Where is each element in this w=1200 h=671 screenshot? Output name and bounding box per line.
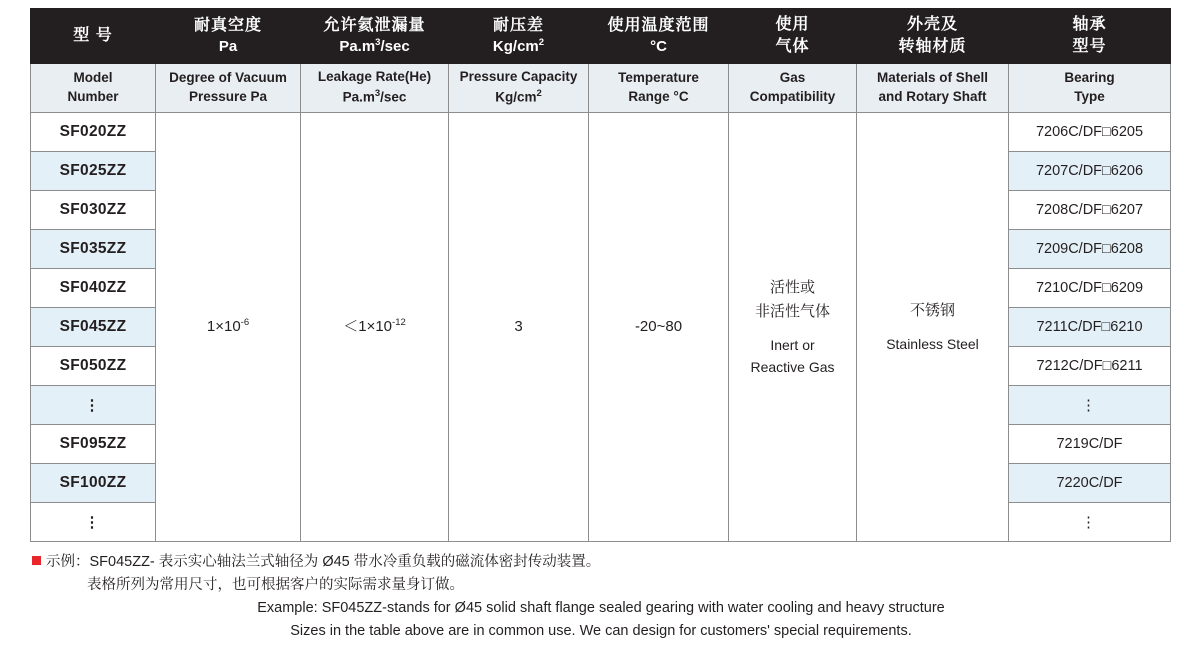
header-vacuum-cn-line2: Pa: [218, 37, 238, 55]
cell-leakage-exp: -12: [392, 317, 406, 328]
header-vacuum-en-line1: Degree of Vacuum: [169, 70, 287, 86]
header-bearing-cn-line1: 轴承: [1072, 16, 1107, 34]
header-leakage-cn: [301, 9, 449, 64]
note-english-line-1: Example: SF045ZZ-stands for Ø45 solid shaft flange sealed gearing with water cooling and heavy structure: [257, 599, 945, 616]
header-model-number-en-line1: Model: [73, 70, 113, 86]
header-model-number-cn: [31, 9, 156, 64]
table-header-row-cn: [31, 9, 1171, 64]
table-header-row-en: [31, 64, 1171, 113]
header-pressure-en: [449, 64, 589, 113]
cell-material-merged: [857, 113, 1009, 542]
note-chinese-line-1: [32, 551, 1170, 574]
cell-vacuum-base: 1: [206, 318, 216, 335]
header-gas-en-line1: Gas: [779, 70, 806, 86]
header-pressure-en-line2: [449, 87, 588, 107]
cell-model-ellipsis: ⋮: [31, 503, 156, 542]
header-temperature-cn-line1: 使用温度范围: [607, 17, 710, 35]
header-pressure-en-unit: Kg/cm: [495, 89, 537, 105]
specification-table: [30, 8, 1171, 542]
header-material-cn: [857, 9, 1009, 64]
cell-gas-cn-line1: 活性或: [769, 278, 815, 296]
header-bearing-cn: [1009, 9, 1171, 64]
cell-gas-cn-line2: 非活性气体: [754, 302, 830, 320]
cell-gas-spacer: [729, 324, 856, 334]
cell-model: SF035ZZ: [31, 230, 156, 269]
note-chinese-line-1-text: 示例：SF045ZZ- 表示实心轴法兰式轴径为 Ø45 带水冷重负载的磁流体密封传动装置。: [46, 554, 601, 570]
header-gas-cn-line1: 使用: [775, 16, 810, 34]
header-gas-en-line2: Compatibility: [749, 89, 836, 104]
cell-model: SF020ZZ: [31, 113, 156, 152]
cell-model: SF100ZZ: [31, 464, 156, 503]
cell-gas-en-line2: Reactive Gas: [750, 359, 835, 375]
header-material-cn-line1: 外壳及: [906, 16, 958, 34]
table-row: [31, 113, 1171, 152]
header-pressure-cn-line2: [449, 37, 588, 57]
cell-bearing: 7206C/DF□6205: [1009, 113, 1171, 152]
cell-temperature-merged: -20~80: [589, 113, 729, 542]
cell-model: SF025ZZ: [31, 152, 156, 191]
header-leakage-en-unit: Pa.m: [342, 89, 375, 105]
cell-bearing: 7209C/DF□6208: [1009, 230, 1171, 269]
header-temperature-cn-line2: °C: [650, 37, 667, 55]
header-material-cn-line2: 转轴材质: [898, 38, 967, 55]
header-leakage-en-line1: Leakage Rate(He): [317, 69, 432, 85]
cell-leakage-lt: ＜: [343, 318, 359, 335]
header-vacuum-en: [156, 64, 301, 113]
header-material-en: [857, 64, 1009, 113]
header-bearing-en-line1: Bearing: [1064, 70, 1115, 86]
cell-model: SF050ZZ: [31, 347, 156, 386]
cell-bearing-ellipsis: ⋮: [1009, 503, 1171, 542]
header-leakage-en-persec: /sec: [380, 89, 407, 105]
cell-bearing: 7207C/DF□6206: [1009, 152, 1171, 191]
cell-bearing: 7211C/DF□6210: [1009, 308, 1171, 347]
cell-material-spacer: [857, 323, 1008, 333]
header-temperature-en: [589, 64, 729, 113]
cell-pressure-merged: 3: [449, 113, 589, 542]
header-gas-en: [729, 64, 857, 113]
notes-section: [30, 551, 1170, 643]
cell-material-cn: 不锈钢: [909, 301, 955, 319]
header-leakage-en-exp: 3: [374, 88, 381, 100]
cell-model: SF095ZZ: [31, 425, 156, 464]
cell-leakage-mult: ×10: [366, 318, 393, 335]
table-body: [31, 113, 1171, 542]
header-leakage-en: [301, 64, 449, 113]
cell-gas-merged: [729, 113, 857, 542]
cell-bearing-ellipsis: ⋮: [1009, 386, 1171, 425]
header-pressure-cn: [449, 9, 589, 64]
header-pressure-cn-exp: 2: [538, 36, 545, 48]
header-leakage-cn-line1: 允许氦泄漏量: [323, 17, 426, 35]
cell-bearing: 7212C/DF□6211: [1009, 347, 1171, 386]
header-pressure-en-exp: 2: [536, 88, 542, 100]
header-vacuum-cn: [156, 9, 301, 64]
header-leakage-en-line2: [301, 87, 448, 107]
cell-vacuum-exp: -6: [240, 317, 250, 328]
header-model-number-en-line2: Number: [67, 89, 119, 104]
header-model-number-en: [31, 64, 156, 113]
header-leakage-cn-unit: Pa.m: [339, 37, 376, 55]
cell-bearing: 7208C/DF□6207: [1009, 191, 1171, 230]
header-leakage-cn-persec: /sec: [380, 37, 410, 55]
cell-material-en: Stainless Steel: [886, 335, 979, 352]
header-gas-cn-line2: 气体: [775, 38, 810, 55]
header-bearing-cn-line2: 型号: [1072, 38, 1107, 55]
header-material-en-line1: Materials of Shell: [876, 70, 989, 86]
header-pressure-cn-unit: Kg/cm: [492, 37, 539, 55]
cell-bearing: 7220C/DF: [1009, 464, 1171, 503]
cell-model: SF045ZZ: [31, 308, 156, 347]
red-square-bullet-icon: [32, 556, 41, 565]
header-temperature-en-line2: Range °C: [628, 89, 689, 104]
header-gas-cn: [729, 9, 857, 64]
cell-model-ellipsis: ⋮: [31, 386, 156, 425]
cell-bearing: 7219C/DF: [1009, 425, 1171, 464]
note-chinese-line-2: 表格所列为常用尺寸，也可根据客户的实际需求量身订做。: [87, 576, 464, 593]
cell-model: SF030ZZ: [31, 191, 156, 230]
header-vacuum-cn-line1: 耐真空度: [193, 17, 262, 35]
note-english-line-2: Sizes in the table above are in common use. We can design for customers' special requirements.: [290, 623, 912, 639]
header-model-number-cn-text: 型 号: [73, 27, 113, 45]
header-temperature-en-line1: Temperature: [618, 70, 699, 86]
header-bearing-en: [1009, 64, 1171, 113]
cell-vacuum-mult: ×10: [215, 318, 241, 335]
cell-vacuum-merged: [156, 113, 301, 542]
header-temperature-cn: [589, 9, 729, 64]
header-leakage-cn-exp: 3: [375, 36, 381, 48]
header-material-en-line2: and Rotary Shaft: [878, 89, 987, 104]
header-bearing-en-line2: Type: [1074, 89, 1105, 104]
cell-bearing: 7210C/DF□6209: [1009, 269, 1171, 308]
cell-leakage-base: 1: [358, 318, 367, 335]
header-leakage-cn-line2: [301, 37, 448, 57]
cell-leakage-merged: [301, 113, 449, 542]
cell-gas-en-line1: Inert or: [770, 336, 815, 353]
header-pressure-en-line1: Pressure Capacity: [459, 69, 578, 85]
cell-model: SF040ZZ: [31, 269, 156, 308]
header-pressure-cn-line1: 耐压差: [492, 17, 544, 35]
header-vacuum-en-line2: Pressure Pa: [188, 89, 268, 104]
